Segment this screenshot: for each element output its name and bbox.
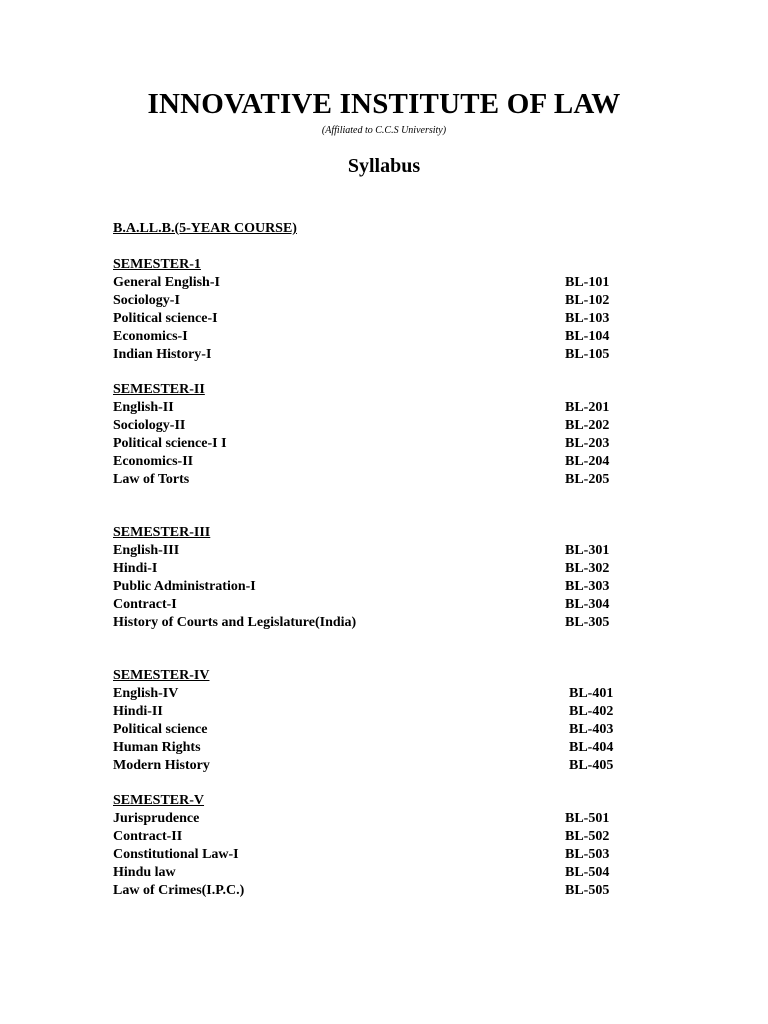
subject-code: BL-201 [565, 400, 610, 415]
subject-code: BL-505 [565, 883, 610, 898]
subject-name: Political science-I I [113, 436, 227, 451]
affiliation-note: (Affiliated to C.C.S University) [321, 125, 447, 136]
subject-name: English-III [113, 543, 180, 558]
subject-name: Public Administration-I [113, 579, 256, 594]
subject-row [113, 399, 633, 417]
subject-name: Jurisprudence [113, 811, 200, 826]
subject-row [113, 703, 637, 721]
subject-name: History of Courts and Legislature(India) [113, 615, 357, 630]
subject-row [113, 471, 633, 489]
subject-row [113, 274, 633, 292]
subject-code: BL-301 [565, 543, 610, 558]
subject-row [113, 578, 633, 596]
subject-code: BL-401 [569, 686, 614, 701]
subject-name: Political science-I [113, 311, 218, 326]
subject-row [113, 292, 633, 310]
subject-name: Economics-I [113, 329, 188, 344]
subject-row [113, 596, 633, 614]
subject-code: BL-405 [569, 758, 614, 773]
subject-row [113, 542, 633, 560]
subject-row [113, 453, 633, 471]
semester-heading: SEMESTER-V [113, 793, 205, 808]
subject-row [113, 757, 637, 775]
subject-code: BL-104 [565, 329, 610, 344]
subject-code: BL-101 [565, 275, 610, 290]
subject-row [113, 685, 637, 703]
subject-code: BL-105 [565, 347, 610, 362]
subject-row [113, 864, 633, 882]
subject-code: BL-103 [565, 311, 610, 326]
subject-code: BL-203 [565, 436, 610, 451]
subject-code: BL-205 [565, 472, 610, 487]
subject-name: Contract-II [113, 829, 183, 844]
subject-row [113, 846, 633, 864]
subject-name: Indian History-I [113, 347, 212, 362]
subject-row [113, 882, 633, 900]
subject-row [113, 417, 633, 435]
semester-5-section [113, 792, 633, 900]
semester-2-section [113, 381, 633, 489]
subject-code: BL-302 [565, 561, 610, 576]
subject-name: Hindu law [113, 865, 176, 880]
subject-name: Sociology-I [113, 293, 180, 308]
subject-name: Sociology-II [113, 418, 186, 433]
subject-code: BL-404 [569, 740, 614, 755]
subject-row [113, 435, 633, 453]
subject-name: English-IV [113, 686, 179, 701]
subject-row [113, 614, 633, 632]
subject-row [113, 310, 633, 328]
subject-name: Economics-II [113, 454, 194, 469]
subject-row [113, 828, 633, 846]
subject-code: BL-204 [565, 454, 610, 469]
subject-code: BL-403 [569, 722, 614, 737]
subject-row [113, 810, 633, 828]
subject-name: Modern History [113, 758, 210, 773]
page-subtitle: Syllabus [347, 155, 421, 177]
semester-1-section [113, 256, 633, 364]
semester-3-section [113, 524, 633, 632]
subject-code: BL-501 [565, 811, 610, 826]
semester-heading: SEMESTER-III [113, 525, 211, 540]
semester-heading: SEMESTER-IV [113, 668, 210, 683]
semester-heading: SEMESTER-1 [113, 257, 201, 272]
subject-row [113, 721, 637, 739]
subject-name: Constitutional Law-I [113, 847, 239, 862]
subject-code: BL-102 [565, 293, 610, 308]
subject-row [113, 739, 637, 757]
course-heading: B.A.LL.B.(5-YEAR COURSE) [113, 221, 297, 236]
subject-row [113, 346, 633, 364]
subject-name: Contract-I [113, 597, 177, 612]
subject-code: BL-304 [565, 597, 610, 612]
subject-name: Law of Crimes(I.P.C.) [113, 883, 245, 898]
semester-heading: SEMESTER-II [113, 382, 205, 397]
subject-name: Human Rights [113, 740, 201, 755]
subject-code: BL-504 [565, 865, 610, 880]
subject-name: Hindi-I [113, 561, 158, 576]
subject-name: English-II [113, 400, 174, 415]
subject-name: Political science [113, 722, 208, 737]
semester-4-section [113, 667, 637, 775]
subject-code: BL-402 [569, 704, 614, 719]
subject-row [113, 560, 633, 578]
subject-name: General English-I [113, 275, 220, 290]
subject-row [113, 328, 633, 346]
subject-code: BL-303 [565, 579, 610, 594]
subject-name: Law of Torts [113, 472, 190, 487]
subject-name: Hindi-II [113, 704, 163, 719]
subject-code: BL-305 [565, 615, 610, 630]
subject-code: BL-502 [565, 829, 610, 844]
subject-code: BL-503 [565, 847, 610, 862]
page-title: INNOVATIVE INSTITUTE OF LAW [147, 88, 621, 120]
subject-code: BL-202 [565, 418, 610, 433]
